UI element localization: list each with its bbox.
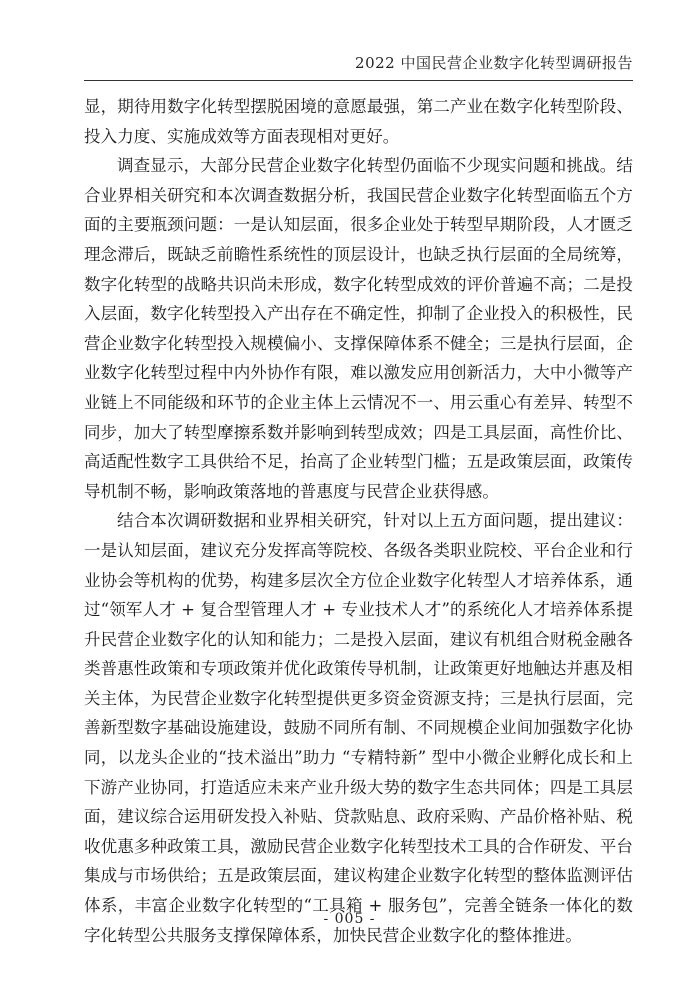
header-divider — [84, 80, 633, 81]
body-text — [84, 92, 633, 950]
running-header-title: 2022 中国民营企业数字化转型调研报告 — [355, 54, 633, 72]
paragraph-recommendations: 结合本次调研数据和业界相关研究，针对以上五方面问题，提出建议：一是认知层面，建议充分发挥高等院校、各级各类职业院校、平台企业和行业协会等机构的优势，构建多层次全方位企业数字化转型人才培养体系，通过“领军人才 + 复合型管理人才 + 专业技术人才”的系统化人才培养体系提升民营企业数字化的认知和能力；二是投入层面，建议有机组合财税金融各类普惠性政策和专项政策并优化政策传导机制，让政策更好地触达并惠及相关主体，为民营企业数字化转型提供更多资金资源支持；三是执行层面，完善新型数字基础设施建设，鼓励不同所有制、不同规模企业间加强数字化协同，以龙头企业的“技术溢出”助力 “专精特新” 型中小微企业孵化成长和上下游产业协同，打造适应未来产业升级大势的数字生态共同体；四是工具层面，建议综合运用研发投入补贴、贷款贴息、政府采购、产品价格补贴、税收优惠多种政策工具，激励民营企业数字化转型技术工具的合作研发、平台集成与市场供给；五是政策层面，建议构建企业数字化转型的整体监测评估体系，丰富企业数字化转型的“工具箱 + 服务包”，完善全链条一体化的数字化转型公共服务支撑保障体系，加快民营企业数字化的整体推进。 — [84, 511, 633, 945]
paragraph-bottlenecks: 调查显示，大部分民营企业数字化转型仍面临不少现实问题和挑战。结合业界相关研究和本次调查数据分析，我国民营企业数字化转型面临五个方面的主要瓶颈问题：一是认知层面，很多企业处于转型早期阶段，人才匮乏理念滞后，既缺乏前瞻性系统性的顶层设计，也缺乏执行层面的全局统筹，数字化转型的战略共识尚未形成，数字化转型成效的评价普遍不高；二是投入层面，数字化转型投入产出存在不确定性，抑制了企业投入的积极性，民营企业数字化转型投入规模偏小、支撑保障体系不健全；三是执行层面，企业数字化转型过程中内外协作有限，难以激发应用创新活力，大中小微等产业链上不同能级和环节的企业主体上云情况不一、用云重心有差异、转型不同步，加大了转型摩擦系数并影响到转型成效；四是工具层面，高性价比、高适配性数字工具供给不足，抬高了企业转型门槛；五是政策层面，政策传导机制不畅，影响政策落地的普惠度与民营企业获得感。 — [84, 156, 633, 501]
page-number: - 005 - — [323, 911, 376, 927]
paragraph-continuation: 显，期待用数字化转型摆脱困境的意愿最强，第二产业在数字化转型阶段、投入力度、实施成效等方面表现相对更好。 — [84, 97, 633, 146]
